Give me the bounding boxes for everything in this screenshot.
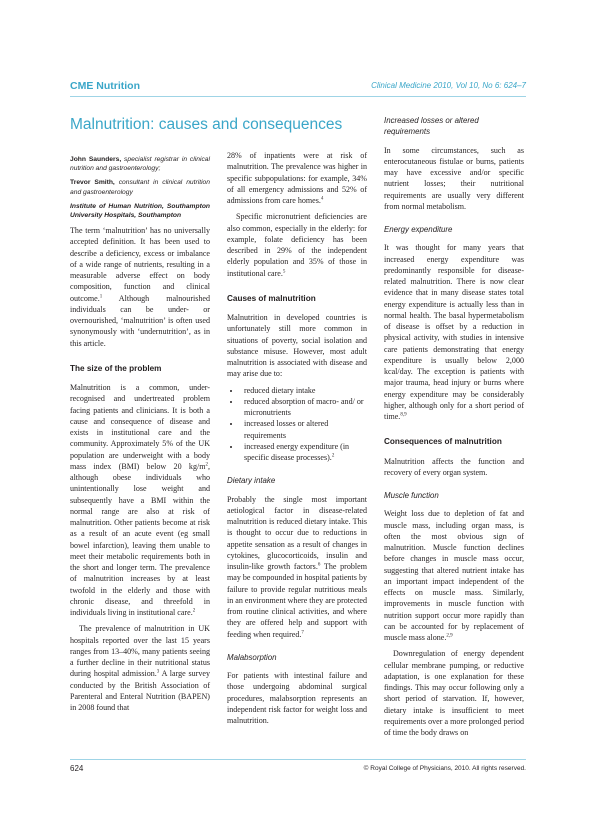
column-1: [70, 155, 210, 718]
malabsorption-paragraph: For patients with intestinal failure and those undergoing abdominal surgical procedures, malabsorption represents an independent risk factor for weight loss and malnutrition.: [227, 671, 367, 725]
column-3: [384, 115, 524, 743]
heading-increased-losses: Increased losses or altered requirements: [384, 116, 479, 137]
author-1: John Saunders, specialist registrar in clinical nutrition and gastroenterology;: [70, 156, 210, 173]
list-item: • increased losses or altered requirements: [241, 418, 367, 441]
prevalence-paragraph: 28% of inpatients were at risk of malnutrition. The prevalence was higher in specific subpopulations: for example, 34% of all emergency admissions and 52% of admissions from care homes.$^4$: [227, 151, 367, 205]
micronutrient-paragraph: Specific micronutrient deficiencies are also common, especially in the elderly: for example, folate deficiency has been described in 29% of the independent elderly population and 35% of those in institutional care.$^5$: [227, 212, 367, 278]
losses-paragraph: In some circumstances, such as enterocutaneous fistulae or burns, patients may have excessive and/or specific nutrient losses; their nutritional requirements are usually very different from normal metabolism.: [384, 145, 524, 211]
heading-energy-expenditure: Energy expenditure: [384, 225, 453, 234]
size-paragraph-2: The prevalence of malnutrition in UK hospitals reported over the last 15 years ranges from 13–40%, many patients seeing a further decline in their nutritional status during hospital admission.$^3$ A large survey conducted by the British Association of Parenteral and Enteral Nutrition (BAPEN) in 2008 found that: [70, 624, 210, 713]
header-divider: [70, 96, 526, 97]
page-number: 624: [70, 764, 84, 773]
author-institution: Institute of Human Nutrition, Southampton University Hospitals, Southampton: [70, 202, 210, 220]
column-2: [227, 150, 367, 731]
heading-causes: Causes of malnutrition: [227, 293, 316, 303]
footer-divider: [70, 759, 526, 760]
muscle-paragraph-2: Downregulation of energy dependent cellular membrane pumping, or reductive adaptation, is one explanation for these findings. This may occur following only a short period of starvation. If, however, dietary intake is insufficient to meet requirements over a more prolonged period of time the body draws on: [384, 649, 524, 737]
causes-paragraph: Malnutrition in developed countries is unfortunately still more common in situations of poverty, social isolation and substance misuse. However, most adult malnutrition is associated with disease and may arise due to:: [227, 313, 367, 379]
heading-malabsorption: Malabsorption: [227, 652, 277, 662]
author-2: Trevor Smith, consultant in clinical nutrition and gastroenterology: [70, 179, 210, 196]
heading-muscle-function: Muscle function: [384, 491, 439, 500]
list-item: • reduced dietary intake: [241, 385, 367, 396]
heading-size-of-problem: The size of the problem: [70, 363, 162, 373]
intro-paragraph: The term ‘malnutrition’ has no universally accepted definition. It has been used to describe a deficiency, excess or imbalance of a wide range of nutrients, resulting in a measurable adverse effect on body composition, function and clinical outcome.$^1$ Although malnourished individuals can be under- or overnourished, ‘malnutrition’ is often used synonymously with ‘undernutrition’, as in this article.: [70, 226, 210, 348]
heading-consequences: Consequences of malnutrition: [384, 437, 502, 447]
journal-citation: Clinical Medicine 2010, Vol 10, No 6: 624–7: [371, 81, 526, 90]
consequences-paragraph: Malnutrition affects the function and recovery of every organ system.: [384, 456, 524, 477]
article-title: Malnutrition: causes and consequences: [70, 116, 343, 133]
intake-paragraph: Probably the single most important aetiological factor in disease-related malnutrition is reduced dietary intake. This is thought to occur due to reductions in appetite sensation as a result of changes in cytokines, glucocorticoids, insulin and insulin-like growth factors.$^6$ The problem may be compounded in hospital patients by failure to provide regular nutritious meals in an environment where they are protected from routine clinical activities, and where they are offered help and support with feeding when required.$^7$: [227, 494, 367, 639]
size-paragraph-1: Malnutrition is a common, under-recognised and undertreated problem facing patients and clinicians. It is both a cause and consequence of disease and exists in institutional care and the community. Approximately 5% of the UK population are underweight with a body mass index (BMI) below 20 $kg/m^2$, although obese individuals who unintentionally lose weight and subsequently have a BMI within the normal range are also at risk of malnutrition. Other patients become at risk as a result of an acute event (eg small bowel infarction), leaving them unable to meet their metabolic requirements both in the short and longer term. The prevalence of malnutrition increases by at least twofold in the elderly and those with chronic disease, and threefold in individuals living in institutional care.$^2$: [70, 383, 210, 618]
energy-paragraph: It was thought for many years that increased energy expenditure was predominantly responsible for disease-related malnutrition. There is now clear evidence that in many disease states total energy expenditure is actually less than in normal health. The basal hypermetabolism of disease is offset by a reduction in physical activity, with studies in intensive care patients demonstrating that energy expenditure is usually below 2,000 kcal/day. The exception is patients with major trauma, head injury or burns where energy expenditure may be considerably higher, although only for a short period of time.$^{8,9}$: [384, 243, 524, 421]
muscle-paragraph-1: Weight loss due to depletion of fat and muscle mass, including organ mass, is often the most obvious sign of malnutrition. Muscle function declines before changes in muscle mass occur, suggesting that altered nutrient intake has an important impact independent of the effects on muscle mass. Similarly, improvements in muscle function with nutrition support occur more rapidly than can be accounted for by replacement of muscle mass alone.$^{2,9}$: [384, 509, 524, 642]
list-item: • reduced absorption of macro- and/ or micronutrients: [241, 396, 367, 419]
causes-list: [227, 385, 367, 464]
copyright-notice: © Royal College of Physicians, 2010. All rights reserved.: [363, 765, 526, 772]
heading-dietary-intake: Dietary intake: [227, 476, 276, 486]
list-item: • increased energy expenditure (in specific disease processes).$^2$: [241, 441, 367, 464]
section-label: CME Nutrition: [70, 80, 140, 92]
